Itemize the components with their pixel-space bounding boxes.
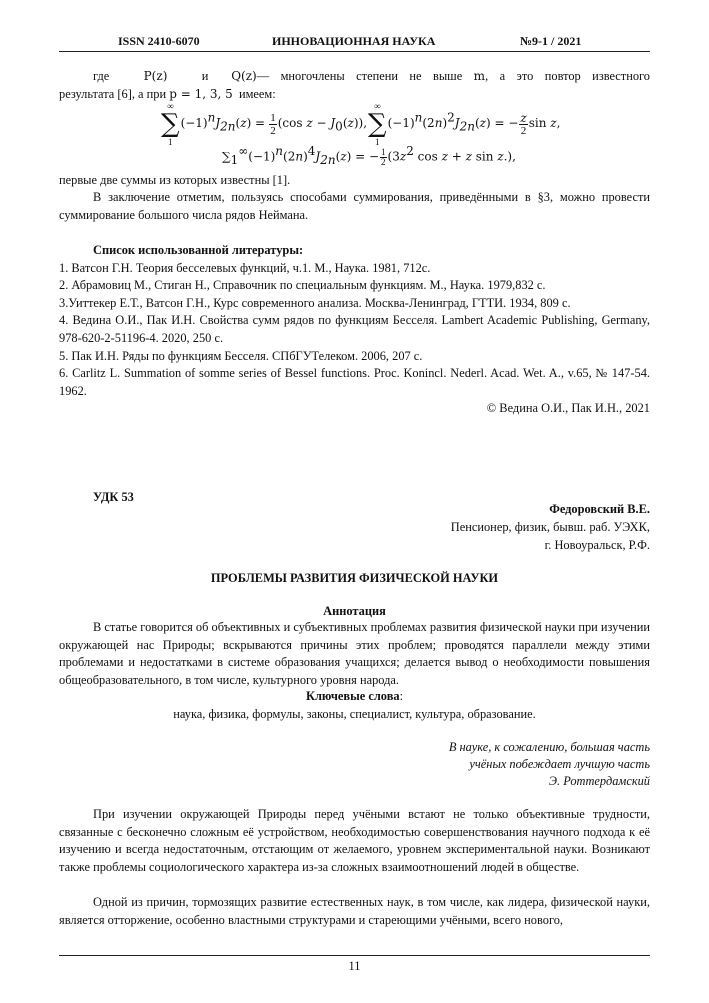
references-section — [59, 242, 650, 418]
intro-line-2: результата [6], а при p = 1, 3, 5 имеем: — [59, 87, 276, 101]
reference-item: 5. Пак И.Н. Ряды по функциям Бесселя. СПбГУТелеком. 2006, 207 с. — [59, 348, 423, 363]
abstract-title: Аннотация — [323, 604, 386, 618]
keywords-text: наука, физика, формулы, законы, специалист, культура, образование. — [173, 707, 536, 721]
abstract-text: В статье говорится об объективных и субъективных проблемах развития физической науки при изучении окружающей нас Природы; вскрываются причины этих проблем; проводятся параллели между этими проблемами и недостатками в системе образования учащихся; делается вывод о необходимости повышения общеобразовательного, в том числе, культурного уровня народа. — [59, 620, 650, 687]
references-copyright: © Ведина О.И., Пак И.Н., 2021 — [486, 401, 650, 416]
header-issue: №9-1 / 2021 — [520, 34, 582, 48]
intro-line-1: где P(z) и Q(z)— многочлены степени не выше m, а это повтор известного — [93, 69, 651, 83]
epigraph-line-2: учёных побеждает лучшую часть — [469, 757, 650, 771]
header-journal: ИННОВАЦИОННАЯ НАУКА — [272, 34, 436, 48]
body-paragraph-1: При изучении окружающей Природы перед учёными встают не только объективные трудности, связанные с бесконечно сложным её устройством, необходимостью совершенствования научного подхода к её изучению и всегда недостаточным, отстающим от желаемого, уровнем экспериментальной науки. Возникают также проблемы социологического характера из-за сложных взаимоотношений людей в обществе. — [59, 807, 650, 874]
keywords-label-line: Ключевые слова: — [305, 689, 404, 703]
reference-item: 1. Ватсон Г.Н. Теория бесселевых функций, ч.1. М., Наука. 1981, 712с. — [59, 260, 431, 275]
intro-after-formulas: первые две суммы из которых известны [1]. — [59, 173, 291, 187]
page-number: 11 — [348, 959, 361, 973]
footer-rule — [59, 955, 650, 956]
intro-conclusion: В заключение отметим, пользуясь способами суммирования, приведёнными в §3, можно провести суммирование большого числа рядов Неймана. — [59, 190, 650, 222]
keywords-label: Ключевые слова — [305, 689, 400, 703]
author-affiliation: Пенсионер, физик, бывш. раб. УЭХК, — [450, 520, 650, 534]
formula-line-2: $\sum_1^\infty(-1)^n(2n)^4J_{2n}(z)$ = − $\frac{1}{2}$ ($3z^2$ cos z + z sin z.), — [222, 144, 516, 167]
epigraph-author: Э. Роттердамский — [548, 774, 650, 788]
article-title: ПРОБЛЕМЫ РАЗВИТИЯ ФИЗИЧЕСКОЙ НАУКИ — [210, 571, 499, 585]
reference-item: 4. Ведина О.И., Пак И.Н. Свойства сумм рядов по функциям Бесселя. Lambert Academic Publishing, Germany, 978-620-2-51196-4. 2020, 250 с. — [59, 313, 650, 345]
reference-item: 3.Уиттекер Е.Т., Ватсон Г.Н., Курс современного анализа. Москва-Ленинград, ГТТИ. 1934, 809 с. — [59, 295, 571, 310]
references-title: Список использованной литературы: — [93, 243, 304, 257]
author-city: г. Новоуральск, Р.Ф. — [544, 538, 650, 552]
epigraph-line-1: В науке, к сожалению, большая часть — [448, 740, 650, 754]
reference-item: 6. Carlitz L. Summation of somme series of Bessel functions. Proc. Konincl. Nederl. Acad. Wet. A., v.65, № 147-54. 1962. — [59, 366, 650, 398]
author-name: Федоровский В.Е. — [549, 502, 650, 516]
formula-line-1: ∞ ∑ 1 $(-1)^nJ_{2n}(z)$ = $\frac{1}{2}$ (cos $z - J_0(z)$), ∞ ∑ 1 $(-1)^n(2n)^2J_{2n}(z)$ = − $\frac{z}{2}$ sin z, — [161, 101, 561, 147]
reference-item: 2. Абрамовиц М., Стиган Н., Справочник по специальным функциям. М., Наука. 1979,832 с. — [59, 278, 546, 293]
body-paragraph-2: Одной из причин, тормозящих развитие естественных наук, в том числе, как лидера, физической науки, является отторжение, особенно властными структурами и стареющими учёными, всего нового, — [59, 895, 650, 927]
udk-code: УДК 53 — [93, 490, 134, 504]
header-rule — [59, 51, 650, 52]
header-issn: ISSN 2410-6070 — [118, 34, 200, 48]
